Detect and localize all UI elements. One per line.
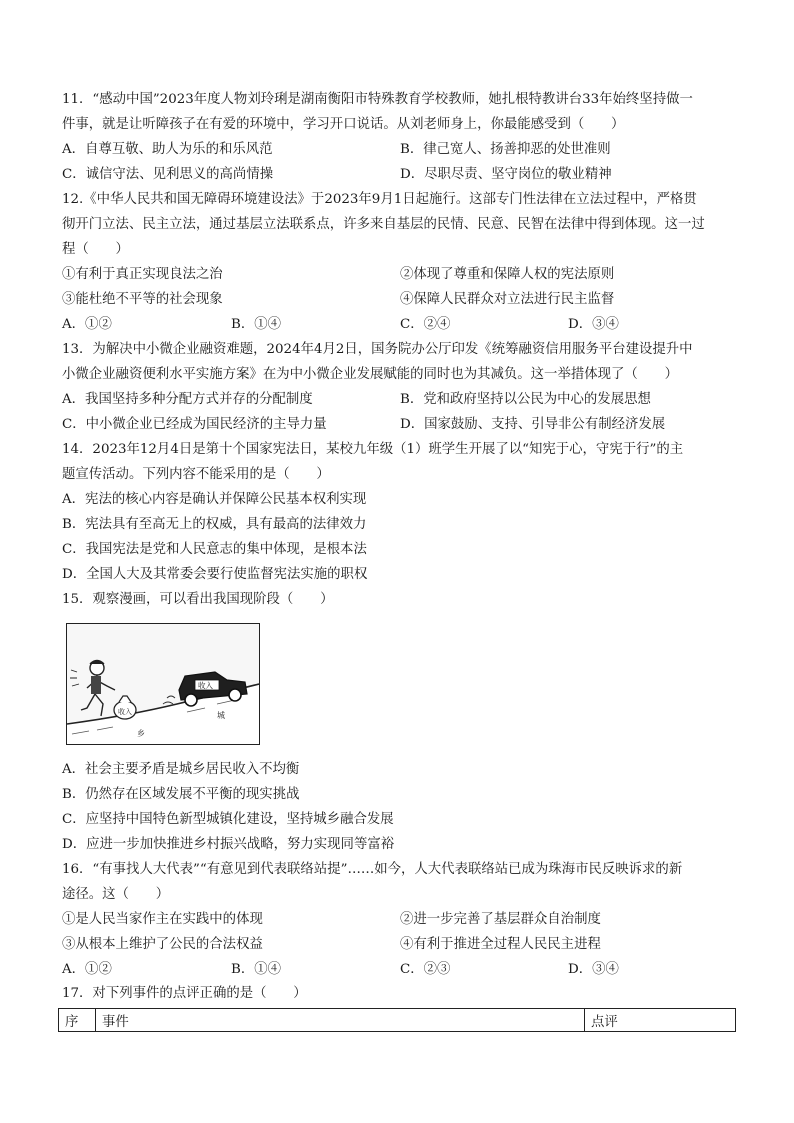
- q12-stem-line2: 彻开门立法、民主立法，通过基层立法联系点，许多来自基层的民情、民意、民智在法律中得到体现。这一过: [62, 217, 705, 232]
- q15-stem: 15．观察漫画，可以看出我国现阶段（ ）: [62, 592, 334, 607]
- q11-option-c: C．诚信守法、见利思义的高尚情操: [62, 167, 274, 182]
- q16-stem-line1: 16．“有事找人大代表”“有意见到代表联络站提”……如今，人大代表联络站已成为珠海市民反映诉求的新: [62, 862, 683, 877]
- q13-option-b: B．党和政府坚持以公民为中心的发展思想: [400, 392, 651, 407]
- q15-option-d: D．应进一步加快推进乡村振兴战略，努力实现同等富裕: [62, 837, 395, 852]
- q17-table: [58, 1008, 736, 1032]
- q16-statement-2: ②进一步完善了基层群众自治制度: [400, 912, 601, 927]
- q12-stem-line3: 程（ ）: [62, 242, 129, 257]
- q17-header-event: 事件: [96, 1009, 585, 1032]
- q12-option-a: A．①②: [62, 317, 112, 332]
- q15-option-a: A．社会主要矛盾是城乡居民收入不均衡: [62, 762, 300, 777]
- q17-header-comment: 点评: [585, 1009, 736, 1032]
- q13-stem-line1: 13．为解决中小微企业融资难题，2024年4月2日，国务院办公厅印发《统筹融资信用服务平台建设提升中: [62, 342, 693, 357]
- q16-option-b: B．①④: [231, 962, 282, 977]
- q11-option-b: B．律己宽人、扬善抑恶的处世准则: [400, 142, 611, 157]
- q16-statement-3: ③从根本上维护了公民的合法权益: [62, 937, 263, 952]
- q11-stem-line1: 11．“感动中国”2023年度人物刘玲琍是湖南衡阳市特殊教育学校教师，她扎根特教讲台33年始终坚持做一: [62, 92, 693, 107]
- q11-stem-line2: 件事，就是让听障孩子在有爱的环境中，学习开口说话。从刘老师身上，你最能感受到（ ）: [62, 117, 625, 132]
- q16-option-a: A．①②: [62, 962, 112, 977]
- q12-option-b: B．①④: [231, 317, 282, 332]
- q11-option-a: A．自尊互敬、助人为乐的和乐风范: [62, 142, 273, 157]
- q15-comic-image: [66, 623, 260, 745]
- q15-option-b: B．仍然存在区域发展不平衡的现实挑战: [62, 787, 300, 802]
- q15-option-c: C．应坚持中国特色新型城镇化建设，坚持城乡融合发展: [62, 812, 394, 827]
- q12-statement-4: ④保障人民群众对立法进行民主监督: [400, 292, 615, 307]
- q14-stem-line2: 题宣传活动。下列内容不能采用的是（ ）: [62, 467, 330, 482]
- q14-option-a: A．宪法的核心内容是确认并保障公民基本权利实现: [62, 492, 367, 507]
- q16-statement-4: ④有利于推进全过程人民民主进程: [400, 937, 601, 952]
- q12-statement-2: ②体现了尊重和保障人权的宪法原则: [400, 267, 615, 282]
- q12-option-c: C．②④: [400, 317, 451, 332]
- q17-header-seq: 序: [59, 1009, 96, 1032]
- q13-option-d: D．国家鼓励、支持、引导非公有制经济发展: [400, 417, 666, 432]
- comic-car-label: 收入: [198, 681, 213, 690]
- q12-option-d: D．③④: [568, 317, 619, 332]
- q14-option-b: B．宪法具有至高无上的权威，具有最高的法律效力: [62, 517, 367, 532]
- q12-statement-3: ③能杜绝不平等的社会现象: [62, 292, 223, 307]
- q13-option-a: A．我国坚持多种分配方式并存的分配制度: [62, 392, 313, 407]
- q13-option-c: C．中小微企业已经成为国民经济的主导力量: [62, 417, 327, 432]
- comic-village-label: 乡: [137, 729, 145, 738]
- q14-stem-line1: 14．2023年12月4日是第十个国家宪法日，某校九年级（1）班学生开展了以“知宪于心，守宪于行”的主: [62, 442, 684, 457]
- q12-statement-1: ①有利于真正实现良法之治: [62, 267, 223, 282]
- q11-option-d: D．尽职尽责、坚守岗位的敬业精神: [400, 167, 612, 182]
- q16-option-c: C．②③: [400, 962, 451, 977]
- q13-stem-line2: 小微企业融资便利水平实施方案》在为中小微企业发展赋能的同时也为其减负。这一举措体现了（ ）: [62, 367, 678, 382]
- comic-city-label: 城: [217, 711, 225, 720]
- comic-drawing: [67, 624, 259, 744]
- q17-stem: 17．对下列事件的点评正确的是（ ）: [62, 986, 307, 1001]
- q16-statement-1: ①是人民当家作主在实践中的体现: [62, 912, 263, 927]
- q16-option-d: D．③④: [568, 962, 619, 977]
- comic-bag-label: 收入: [118, 708, 132, 716]
- q14-option-d: D．全国人大及其常委会要行使监督宪法实施的职权: [62, 567, 368, 582]
- q16-stem-line2: 途径。这（ ）: [62, 887, 170, 902]
- q12-stem-line1: 12.《中华人民共和国无障碍环境建设法》于2023年9月1日起施行。这部专门性法律在立法过程中，严格贯: [62, 192, 697, 207]
- q17-table-header-row: [59, 1009, 736, 1032]
- q14-option-c: C．我国宪法是党和人民意志的集中体现，是根本法: [62, 542, 367, 557]
- comic-running-man: [70, 661, 115, 717]
